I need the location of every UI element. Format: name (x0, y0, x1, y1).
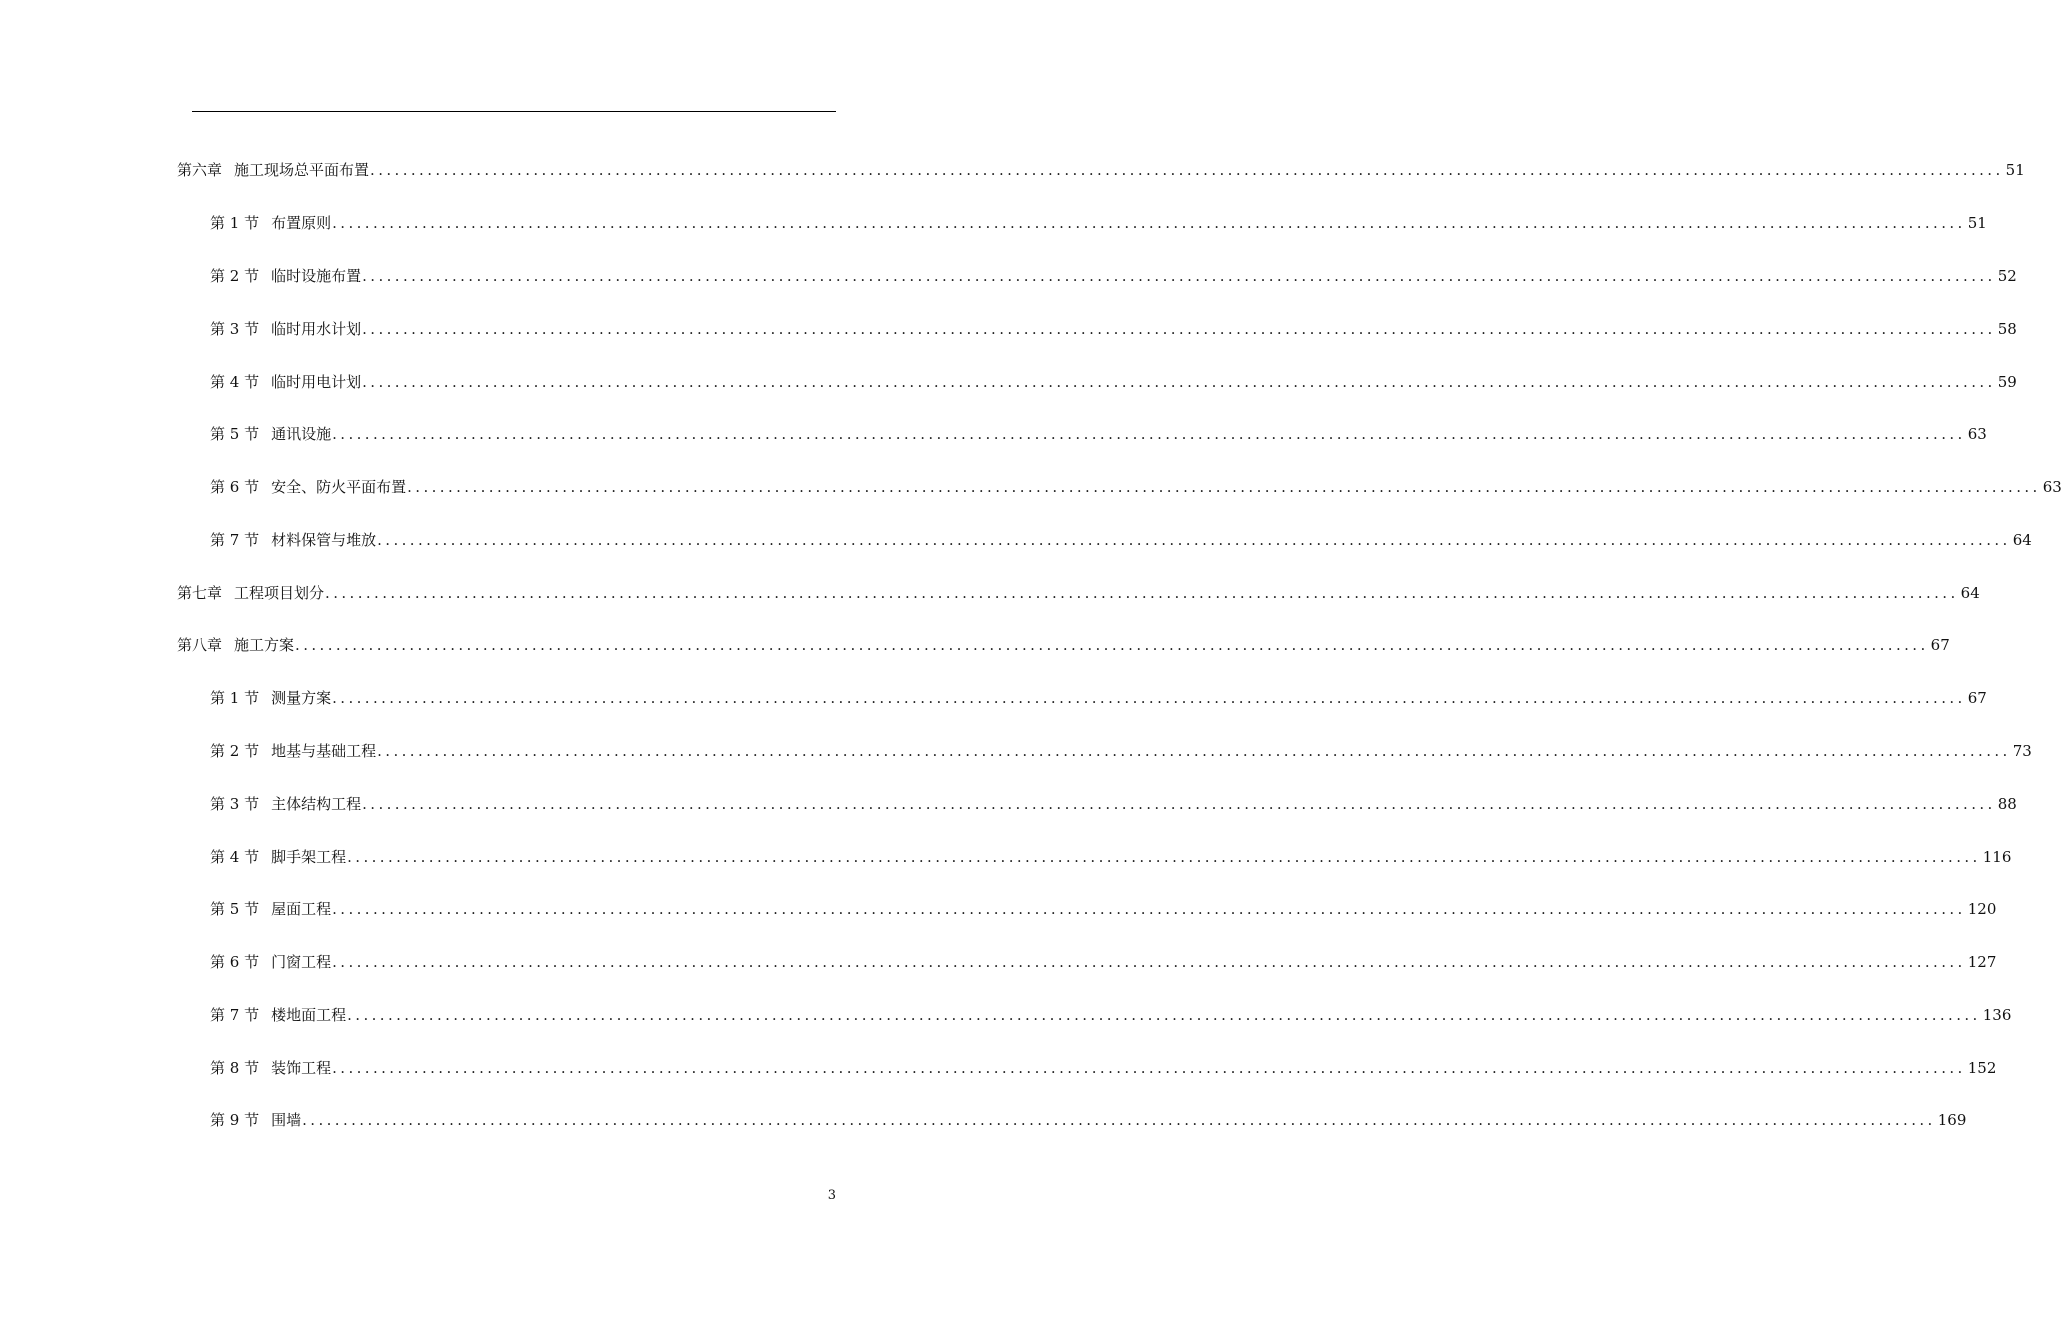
toc-entry-section[interactable] (210, 212, 1987, 234)
toc-entry-section[interactable] (210, 1109, 1967, 1131)
toc-entry-title: 主体结构工程 (271, 795, 362, 813)
toc-entry-title: 施工现场总平面布置 (234, 161, 370, 179)
toc-entry-page: 58 (1997, 320, 2017, 338)
dot-leader: ........................................................................................................................................................................................................ (347, 1006, 1981, 1024)
toc-entry-section[interactable] (210, 529, 2032, 551)
toc-entry-section[interactable] (210, 687, 1987, 709)
toc-entry-title: 地基与基础工程 (271, 742, 377, 760)
dot-leader: ........................................................................................................................................................................................................ (332, 953, 1966, 971)
toc-entry-page: 120 (1967, 900, 1997, 918)
dot-leader: ........................................................................................................................................................................................................ (332, 1059, 1966, 1077)
toc-entry-label: 第 2 节 (210, 742, 260, 760)
toc-entry-title: 围墙 (271, 1111, 302, 1129)
toc-entry-section[interactable] (210, 898, 1997, 920)
toc-entry-label: 第 3 节 (210, 795, 260, 813)
dot-leader: ........................................................................................................................................................................................................ (362, 320, 1996, 338)
dot-leader: ........................................................................................................................................................................................................ (332, 900, 1966, 918)
header-rule (192, 111, 836, 112)
toc-entry-page: 64 (2012, 531, 2032, 549)
dot-leader: ........................................................................................................................................................................................................ (377, 742, 2011, 760)
toc-entry-label: 第 1 节 (210, 214, 260, 232)
dot-leader: ........................................................................................................................................................................................................ (407, 478, 2041, 496)
toc-entry-page: 59 (1997, 373, 2017, 391)
dot-leader: ........................................................................................................................................................................................................ (347, 848, 1981, 866)
toc-entry-title: 装饰工程 (271, 1059, 332, 1077)
toc-entry-page: 52 (1997, 267, 2017, 285)
toc-entry-title: 布置原则 (271, 214, 332, 232)
toc-entry-section[interactable] (210, 1057, 1997, 1079)
toc-entry-title: 屋面工程 (271, 900, 332, 918)
toc-entry-title: 临时用水计划 (271, 320, 362, 338)
toc-entry-page: 64 (1960, 584, 1980, 602)
toc-entry-label: 第八章 (177, 636, 223, 654)
dot-leader: ........................................................................................................................................................................................................ (295, 636, 1929, 654)
toc-entry-page: 63 (1967, 425, 1987, 443)
toc-entry-label: 第 6 节 (210, 953, 260, 971)
toc-entry-label: 第 5 节 (210, 900, 260, 918)
toc-entry-title: 脚手架工程 (271, 848, 347, 866)
toc-entry-section[interactable] (210, 740, 2032, 762)
toc-entry-page: 88 (1997, 795, 2017, 813)
toc-entry-title: 测量方案 (271, 689, 332, 707)
page-number: 3 (827, 1188, 836, 1203)
toc-entry-chapter-7[interactable] (177, 582, 1980, 604)
toc-entry-section[interactable] (210, 476, 2062, 498)
dot-leader: ........................................................................................................................................................................................................ (362, 795, 1996, 813)
dot-leader: ........................................................................................................................................................................................................ (325, 584, 1959, 602)
toc-entry-section[interactable] (210, 951, 1997, 973)
toc-entry-label: 第 9 节 (210, 1111, 260, 1129)
toc-entry-page: 67 (1967, 689, 1987, 707)
toc-entry-title: 临时用电计划 (271, 373, 362, 391)
toc-entry-title: 门窗工程 (271, 953, 332, 971)
dot-leader: ........................................................................................................................................................................................................ (377, 531, 2011, 549)
toc-entry-label: 第 4 节 (210, 848, 260, 866)
toc-entry-page: 136 (1982, 1006, 2012, 1024)
toc-entry-label: 第 5 节 (210, 425, 260, 443)
dot-leader: ........................................................................................................................................................................................................ (302, 1111, 1936, 1129)
toc-entry-label: 第 3 节 (210, 320, 260, 338)
toc-entry-page: 67 (1930, 636, 1950, 654)
toc-entry-section[interactable] (210, 265, 2017, 287)
dot-leader: ........................................................................................................................................................................................................ (370, 161, 2004, 179)
toc-entry-section[interactable] (210, 371, 2017, 393)
dot-leader: ........................................................................................................................................................................................................ (332, 425, 1966, 443)
toc-entry-title: 工程项目划分 (234, 584, 325, 602)
toc-entry-chapter-8[interactable] (177, 634, 1950, 656)
toc-entry-page: 73 (2012, 742, 2032, 760)
toc-entry-label: 第 7 节 (210, 531, 260, 549)
toc-entry-page: 116 (1982, 848, 2012, 866)
toc-entry-page: 152 (1967, 1059, 1997, 1077)
toc-entry-label: 第 1 节 (210, 689, 260, 707)
toc-entry-label: 第 7 节 (210, 1006, 260, 1024)
toc-entry-title: 施工方案 (234, 636, 295, 654)
toc-entry-title: 安全、防火平面布置 (271, 478, 407, 496)
toc-entry-label: 第六章 (177, 161, 223, 179)
toc-entry-page: 127 (1967, 953, 1997, 971)
toc-entry-title: 临时设施布置 (271, 267, 362, 285)
toc-entry-page: 51 (1967, 214, 1987, 232)
toc-entry-title: 材料保管与堆放 (271, 531, 377, 549)
toc-entry-section[interactable] (210, 423, 1987, 445)
toc-entry-chapter-6[interactable] (177, 159, 2025, 181)
toc-entry-page: 51 (2005, 161, 2025, 179)
dot-leader: ........................................................................................................................................................................................................ (362, 267, 1996, 285)
toc-entry-section[interactable] (210, 1004, 2012, 1026)
toc-entry-title: 通讯设施 (271, 425, 332, 443)
toc-entry-label: 第 8 节 (210, 1059, 260, 1077)
toc-entry-section[interactable] (210, 318, 2017, 340)
toc-entry-label: 第 6 节 (210, 478, 260, 496)
dot-leader: ........................................................................................................................................................................................................ (332, 689, 1966, 707)
toc-entry-section[interactable] (210, 793, 2017, 815)
toc-entry-label: 第七章 (177, 584, 223, 602)
toc-entry-section[interactable] (210, 846, 2012, 868)
toc-entry-page: 169 (1937, 1111, 1967, 1129)
toc-entry-page: 63 (2042, 478, 2062, 496)
dot-leader: ........................................................................................................................................................................................................ (362, 373, 1996, 391)
toc-entry-label: 第 4 节 (210, 373, 260, 391)
dot-leader: ........................................................................................................................................................................................................ (332, 214, 1966, 232)
toc-entry-label: 第 2 节 (210, 267, 260, 285)
toc-entry-title: 楼地面工程 (271, 1006, 347, 1024)
